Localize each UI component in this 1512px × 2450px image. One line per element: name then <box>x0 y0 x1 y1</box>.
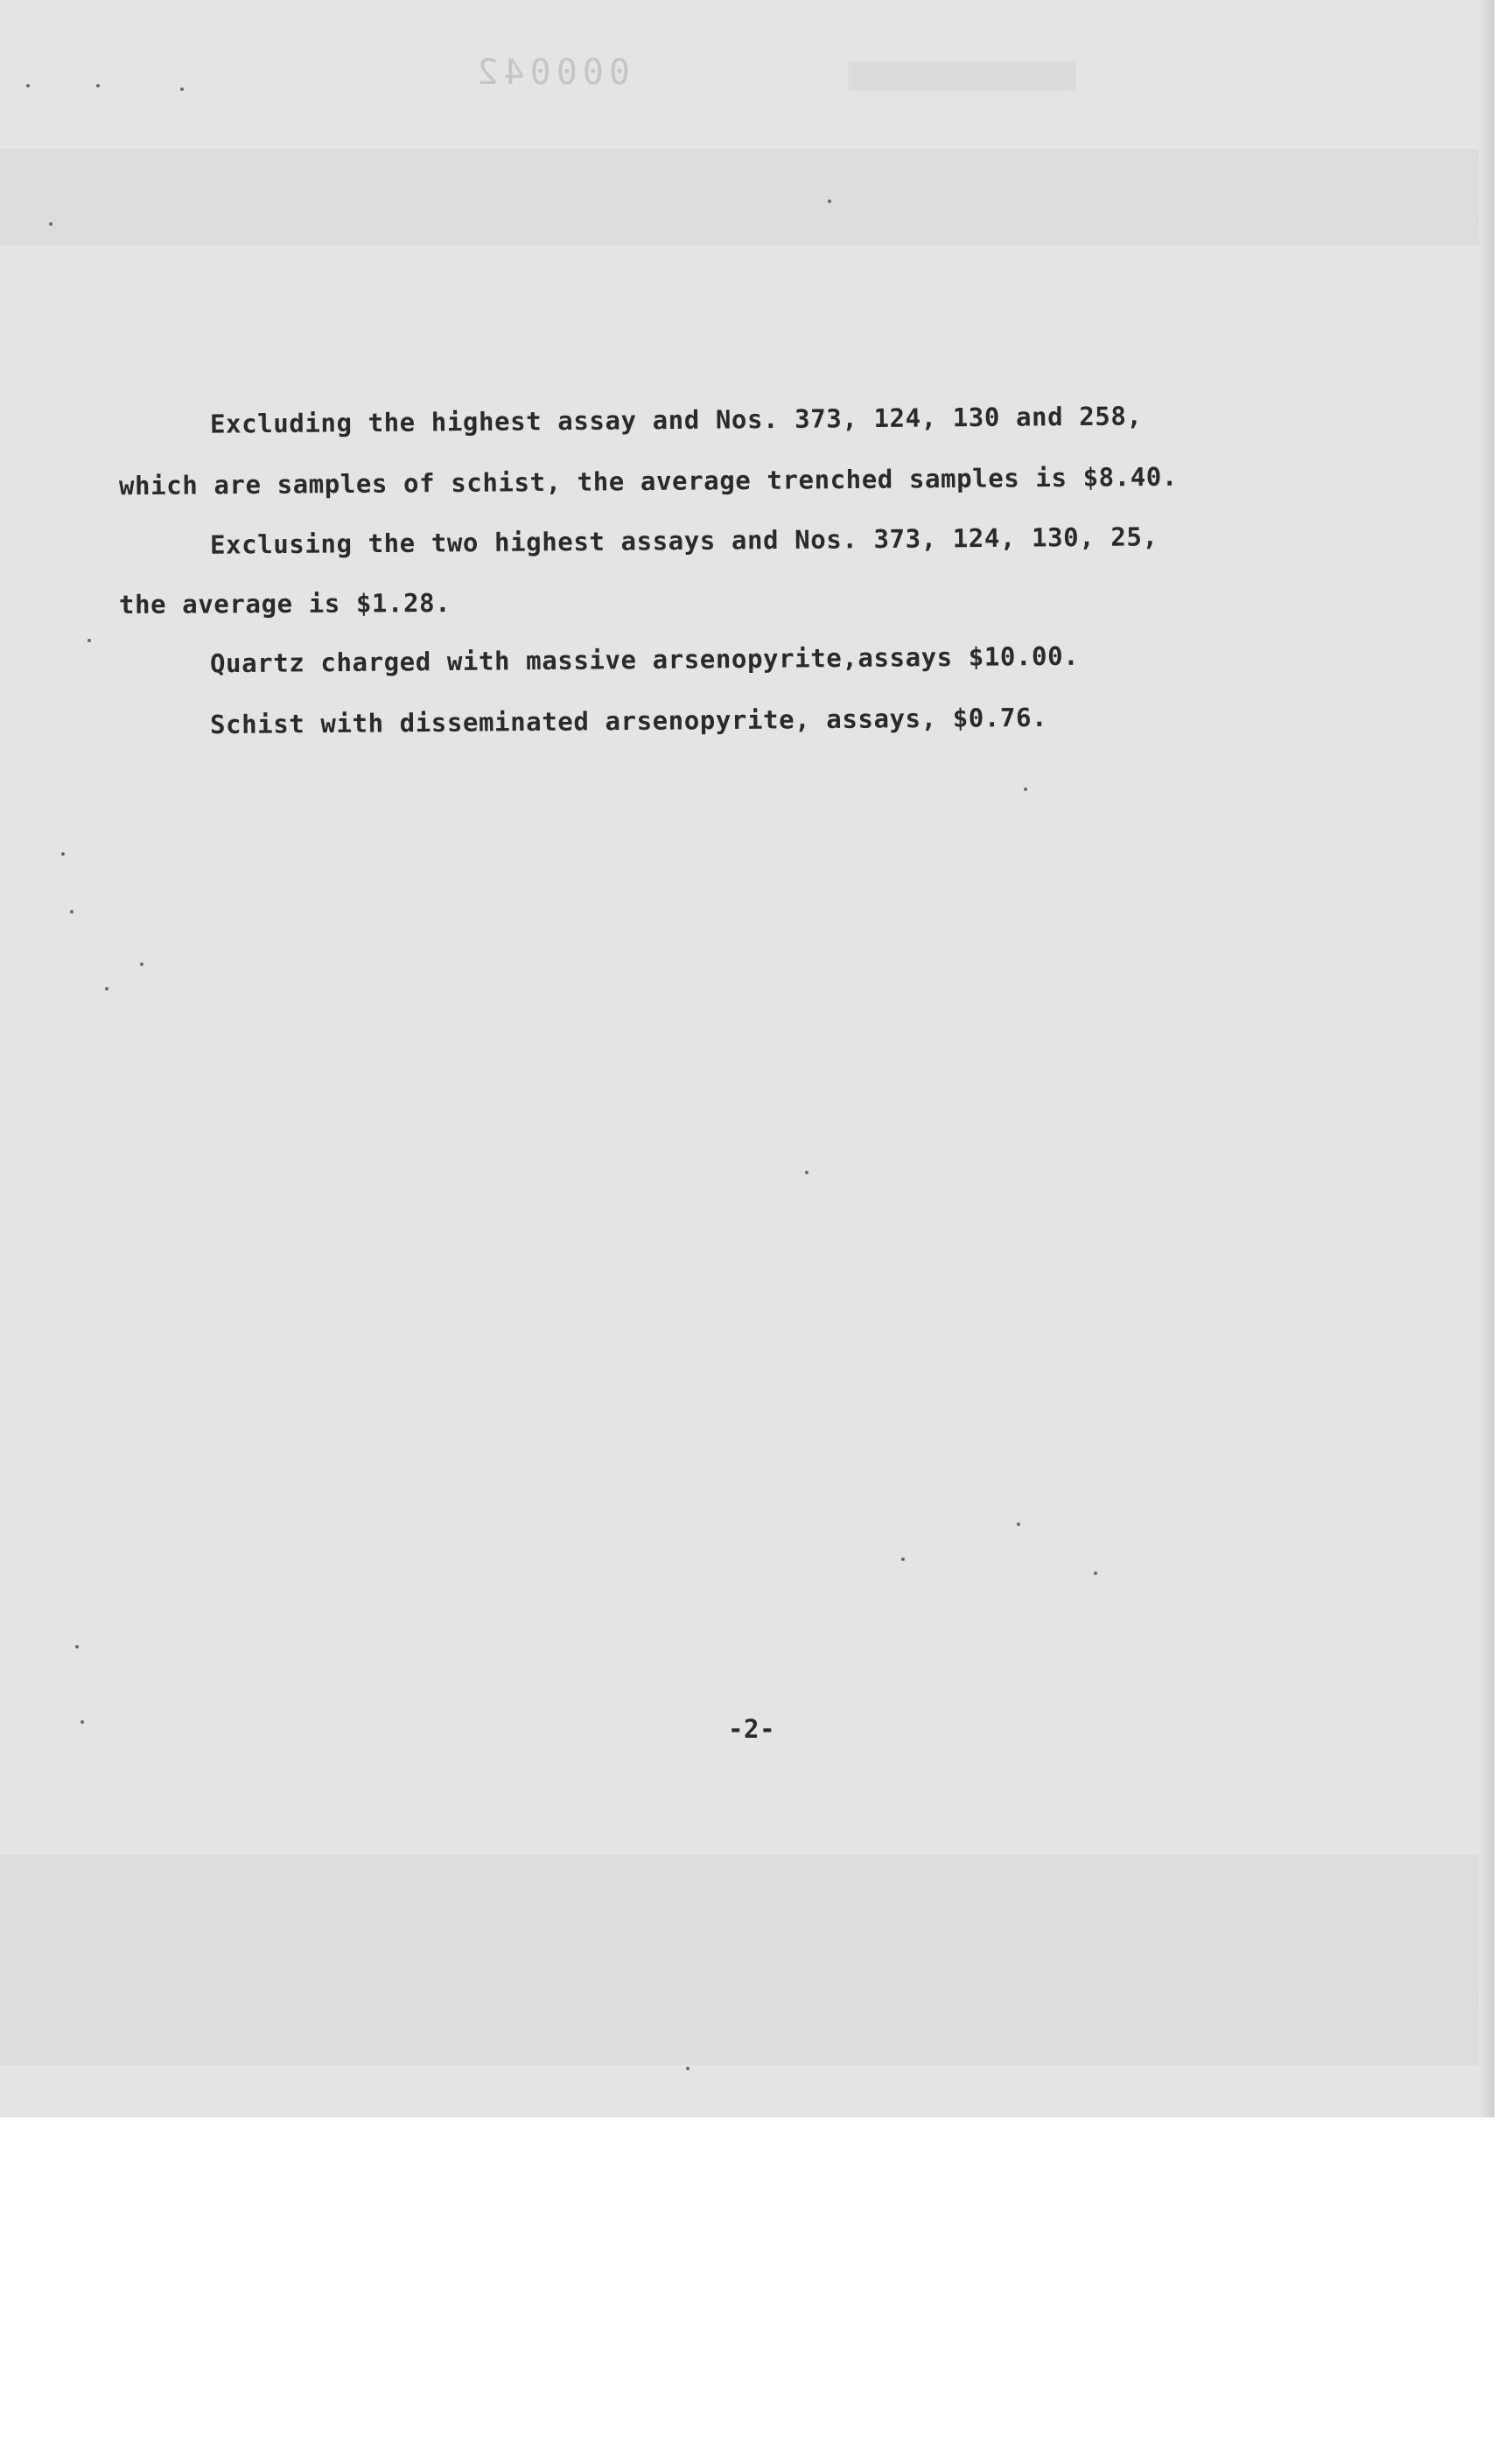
speck <box>140 962 144 966</box>
body-paragraph-line: the average is $1.28. <box>118 588 452 620</box>
speck <box>80 1720 84 1724</box>
sheet-edge <box>1479 0 1494 2118</box>
speck <box>180 88 184 91</box>
speck <box>70 910 74 914</box>
scan-shadow-band <box>0 149 1494 245</box>
speck <box>61 852 65 856</box>
speck <box>26 84 30 88</box>
body-paragraph-line: Quartz charged with massive arsenopyrite,assays $10.00. <box>209 640 1080 679</box>
speck <box>75 1645 79 1648</box>
speck <box>828 200 831 203</box>
speck <box>96 84 100 88</box>
body-paragraph-line: Exclusing the two highest assays and Nos. 373, 124, 130, 25, <box>209 522 1158 560</box>
speck <box>805 1171 808 1174</box>
body-paragraph-line: Schist with disseminated arsenopyrite, assays, $0.76. <box>209 702 1048 740</box>
speck <box>49 222 52 226</box>
body-paragraph-line: which are samples of schist, the average trenched samples is $8.40. <box>118 461 1179 501</box>
bleed-through-stamp: 000042 <box>472 52 630 93</box>
speck <box>686 2067 690 2070</box>
speck <box>1094 1572 1097 1575</box>
speck <box>88 639 91 642</box>
speck <box>901 1558 905 1561</box>
body-paragraph-line: Excluding the highest assay and Nos. 373, 124, 130 and 258, <box>209 401 1143 439</box>
speck <box>1017 1522 1020 1526</box>
speck <box>105 987 108 990</box>
bleed-through-mark <box>849 61 1076 91</box>
scan-shadow-band <box>0 1855 1494 2065</box>
speck <box>1024 788 1027 791</box>
page-number: -2- <box>728 1714 776 1744</box>
